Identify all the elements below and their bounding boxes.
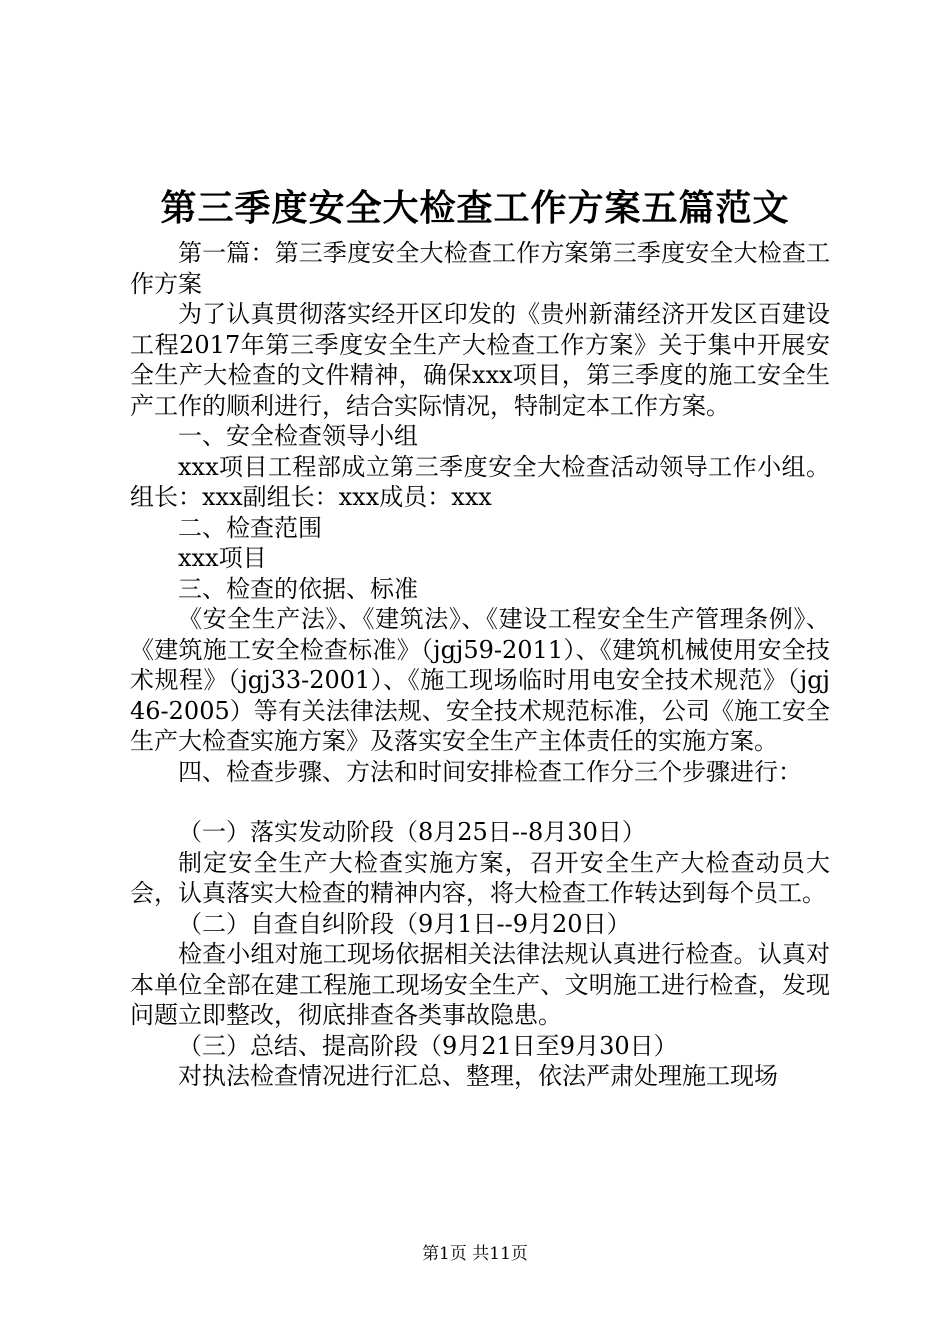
step-heading-2: （二）自查自纠阶段（9月1日--9月20日） (178, 909, 631, 938)
document-title: 第三季度安全大检查工作方案五篇范文 (160, 188, 790, 229)
document-body (130, 238, 830, 1092)
step-heading-3: （三）总结、提高阶段（9月21日至9月30日） (178, 1031, 678, 1060)
section-heading-leadership: 一、安全检查领导小组 (178, 422, 418, 450)
page-footer: 第1页 共11页 (422, 1244, 528, 1264)
section-heading-basis: 三、检查的依据、标准 (178, 574, 418, 603)
paragraph-intro: 为了认真贯彻落实经开区印发的《贵州新蒲经济开发区百建设工程2017年第三季度安全生产大检查工作方案》关于集中开展安全生产大检查的文件精神，确保xxx项目，第三季度的施工安全生产工作的顺利进行，结合实际情况，特制定本工作方案。 (130, 300, 830, 420)
paragraph-step-1: 制定安全生产大检查实施方案，召开安全生产大检查动员大会，认真落实大检查的精神内容，将大检查工作转达到每个员工。 (130, 848, 830, 907)
paragraph-spacer (130, 787, 830, 817)
paragraph-part-heading: 第一篇：第三季度安全大检查工作方案第三季度安全大检查工作方案 (130, 239, 830, 298)
step-heading-1: （一）落实发动阶段（8月25日--8月30日） (178, 818, 646, 846)
paragraph-leadership: xxx项目工程部成立第三季度安全大检查活动领导工作小组。组长：xxx副组长：xxx成员：xxx (130, 452, 830, 511)
paragraph-basis: 《安全生产法》、《建筑法》、《建设工程安全生产管理条例》、《建筑施工安全检查标准》（jgj59-2011）、《建筑机械使用安全技术规程》（jgj33-2001）、《施工现场临时用电安全技术规范》（jgj46-2005）等有关法律法规、安全技术规范标准，公司《施工安全生产大检查实施方案》及落实安全生产主体责任的实施方案。 (130, 605, 830, 755)
paragraph-scope: xxx项目 (178, 544, 267, 572)
paragraph-step-2: 检查小组对施工现场依据相关法律法规认真进行检查。认真对本单位全部在建工程施工现场安全生产、文明施工进行检查，发现问题立即整改，彻底排查各类事故隐患。 (130, 940, 830, 1029)
paragraph-step-3: 对执法检查情况进行汇总、整理，依法严肃处理施工现场 (178, 1062, 778, 1090)
section-heading-scope: 二、检查范围 (178, 513, 322, 542)
section-heading-steps: 四、检查步骤、方法和时间安排检查工作分三个步骤进行： (178, 757, 802, 786)
